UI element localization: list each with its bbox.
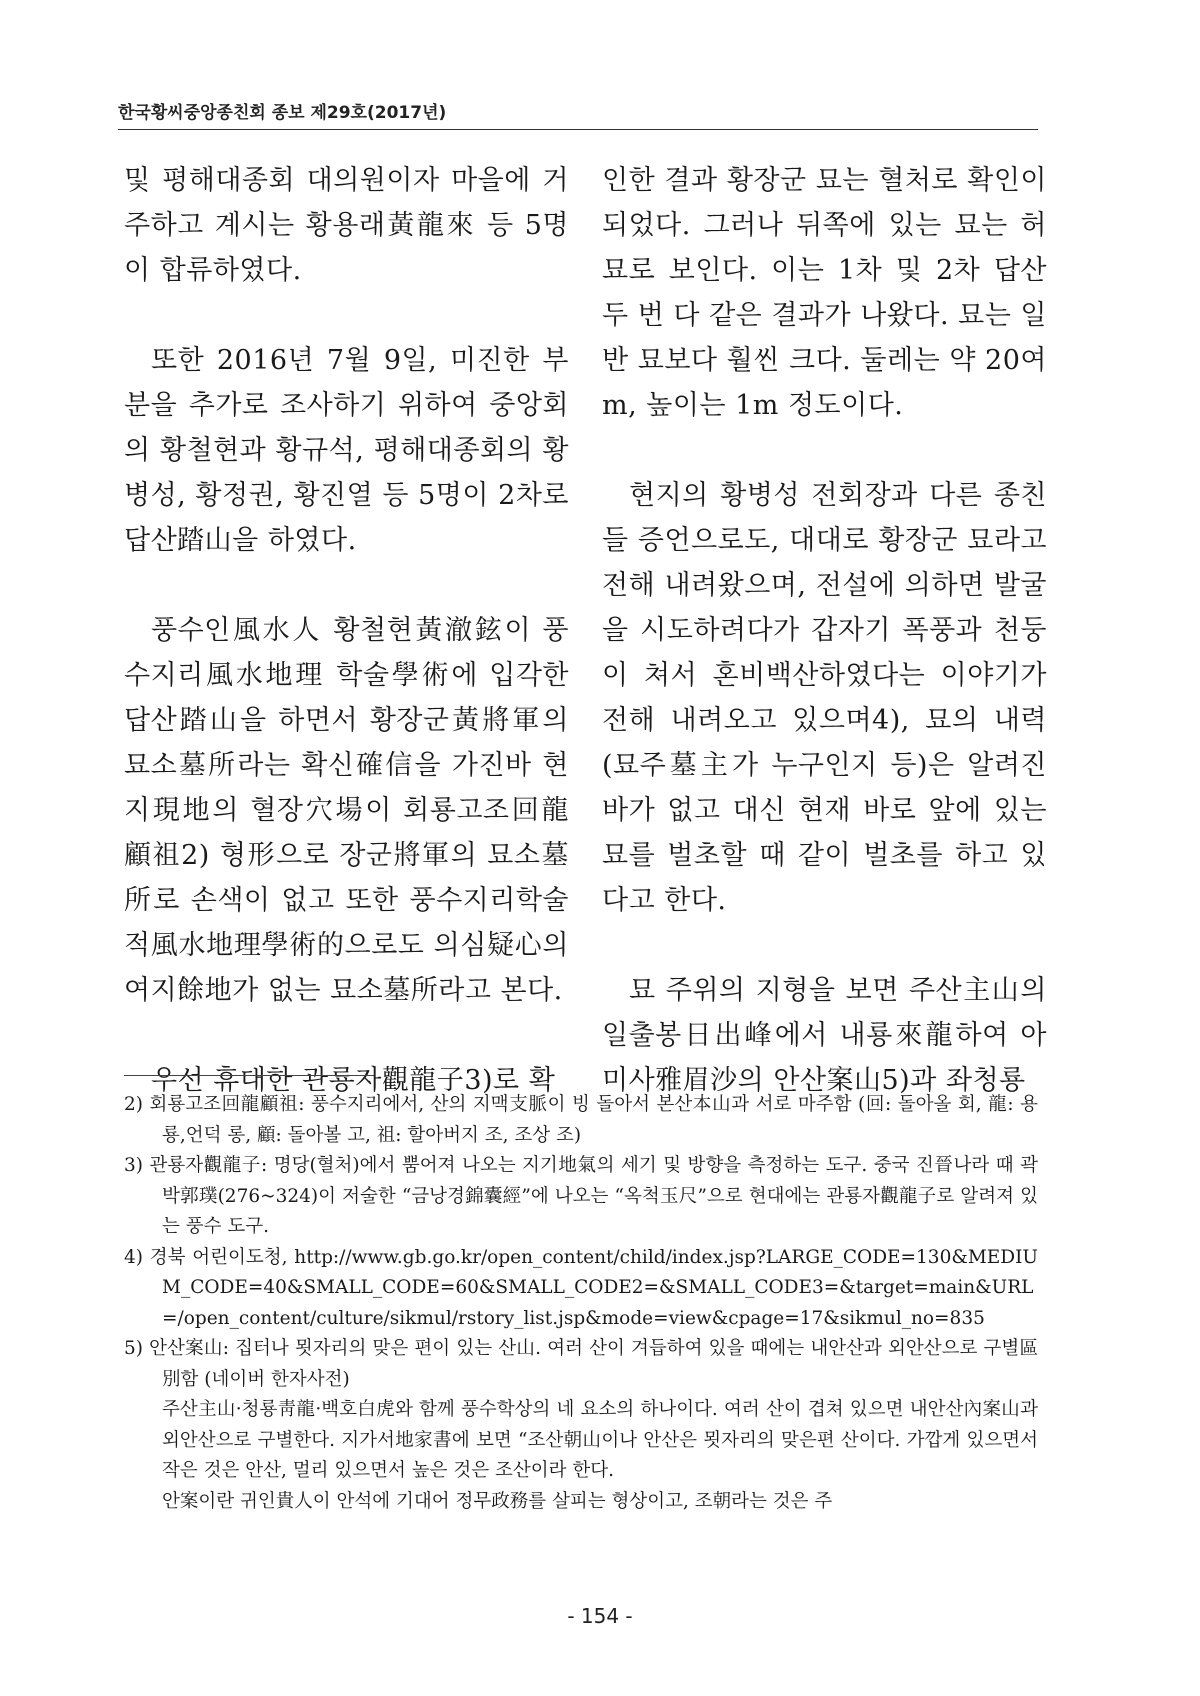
page-number: - 154 - — [567, 1604, 633, 1628]
running-header: 한국황씨중앙종친회 종보 제29호(2017년) — [118, 103, 447, 123]
left-paragraph-2: 또한 2016년 7월 9일, 미진한 부분을 추가로 조사하기 위하여 중앙회의 황철현과 황규석, 평해대종회의 황병성, 황정권, 황진열 등 5명이 2차로 답산踏山을 하였다. — [124, 345, 569, 556]
left-paragraph-4: 우선 휴대한 관룡자觀龍子3)로 확 — [151, 1065, 556, 1096]
footnote-2: 2) 회룡고조回龍顧祖: 풍수지리에서, 산의 지맥支脈이 빙 돌아서 본산本山과 서로 마주함 (回: 돌아올 회, 龍: 용 룡,언덕 롱, 顧: 돌아볼 고, 祖: 할아버지 조, 조상 조) — [124, 1094, 1038, 1146]
right-column — [602, 158, 1047, 1103]
footnotes — [124, 1090, 1038, 1517]
right-paragraph-2: 현지의 황병성 전회장과 다른 종친들 증언으로도, 대대로 황장군 묘라고 전해 내려왔으며, 전설에 의하면 발굴을 시도하려다가 갑자기 폭풍과 천둥이 쳐서 혼비백산하였다는 이야기가 전해 내려오고 있으며4), 묘의 내력(묘주墓主가 누구인지 등)은 알려진 바가 없고 대신 현재 바로 앞에 있는 묘를 벌초할 때 같이 벌초를 하고 있다고 한다. — [602, 480, 1047, 916]
left-paragraph-3: 풍수인風水人 황철현黃澈鉉이 풍수지리風水地理 학술學術에 입각한 답산踏山을 하면서 황장군黃將軍의 묘소墓所라는 확신確信을 가진바 현지現地의 혈장穴場이 회룡고조回龍顧祖2) 형形으로 장군將軍의 묘소墓所로 손색이 없고 또한 풍수지리학술적風水地理學術的으로도 의심疑心의 여지餘地가 없는 묘소墓所라고 본다. — [124, 615, 569, 1006]
header-divider — [118, 129, 1038, 130]
left-column — [124, 158, 569, 1103]
footnote-5-continuation-2: 안案이란 귀인貴人이 안석에 기대어 정무政務를 살피는 형상이고, 조朝라는 것은 주 — [162, 1490, 833, 1512]
footnote-5-continuation-1: 주산主山·청룡靑龍·백호白虎와 함께 풍수학상의 네 요소의 하나이다. 여러 산이 겹쳐 있으면 내안산內案山과 외안산으로 구별한다. 지가서地家書에 보면 “조산朝山이나 안산은 묏자리의 맞은편 산이다. 가깝게 있으면서 작은 것은 안산, 멀리 있으면서 높은 것은 조산이라 한다. — [162, 1399, 1038, 1481]
footnote-divider — [124, 1075, 374, 1076]
footnote-5: 5) 안산案山: 집터나 묏자리의 맞은 편이 있는 산山. 여러 산이 겨듭하여 있을 때에는 내안산과 외안산으로 구별區別함 (네이버 한자사전) — [124, 1338, 1038, 1390]
right-paragraph-3: 묘 주위의 지형을 보면 주산主山의 일출봉日出峰에서 내룡來龍하여 아미사雅眉沙의 안산案山5)과 좌청룡 — [602, 975, 1047, 1096]
footnote-4: 4) 경북 어린이도청, http://www.gb.go.kr/open_content/child/index.jsp?LARGE_CODE=130&MEDIUM_CODE=40&SMALL_CODE=60&SMALL_CODE2=&SMALL_CODE3=&target=main&URL=/open_content/culture/sikmul/rstory_list.jsp&mode=view&cpage=17&sikmul_no=835 — [124, 1246, 1038, 1329]
right-paragraph-1: 인한 결과 황장군 묘는 혈처로 확인이 되었다. 그러나 뒤쪽에 있는 묘는 허묘로 보인다. 이는 1차 및 2차 답산 두 번 다 같은 결과가 나왔다. 묘는 일반 묘보다 훨씬 크다. 둘레는 약 20여m, 높이는 1m 정도이다. — [602, 165, 1047, 421]
footnote-3: 3) 관룡자觀龍子: 명당(혈처)에서 뿜어져 나오는 지기地氣의 세기 및 방향을 측정하는 도구. 중국 진晉나라 때 곽박郭璞(276~324)이 저술한 “금낭경錦囊經”에 나오는 “옥척玉尺”으로 현대에는 관룡자觀龍子로 알려져 있는 풍수 도구. — [124, 1155, 1038, 1237]
left-paragraph-1: 및 평해대종회 대의원이자 마을에 거주하고 계시는 황용래黃龍來 등 5명이 합류하였다. — [124, 165, 569, 286]
